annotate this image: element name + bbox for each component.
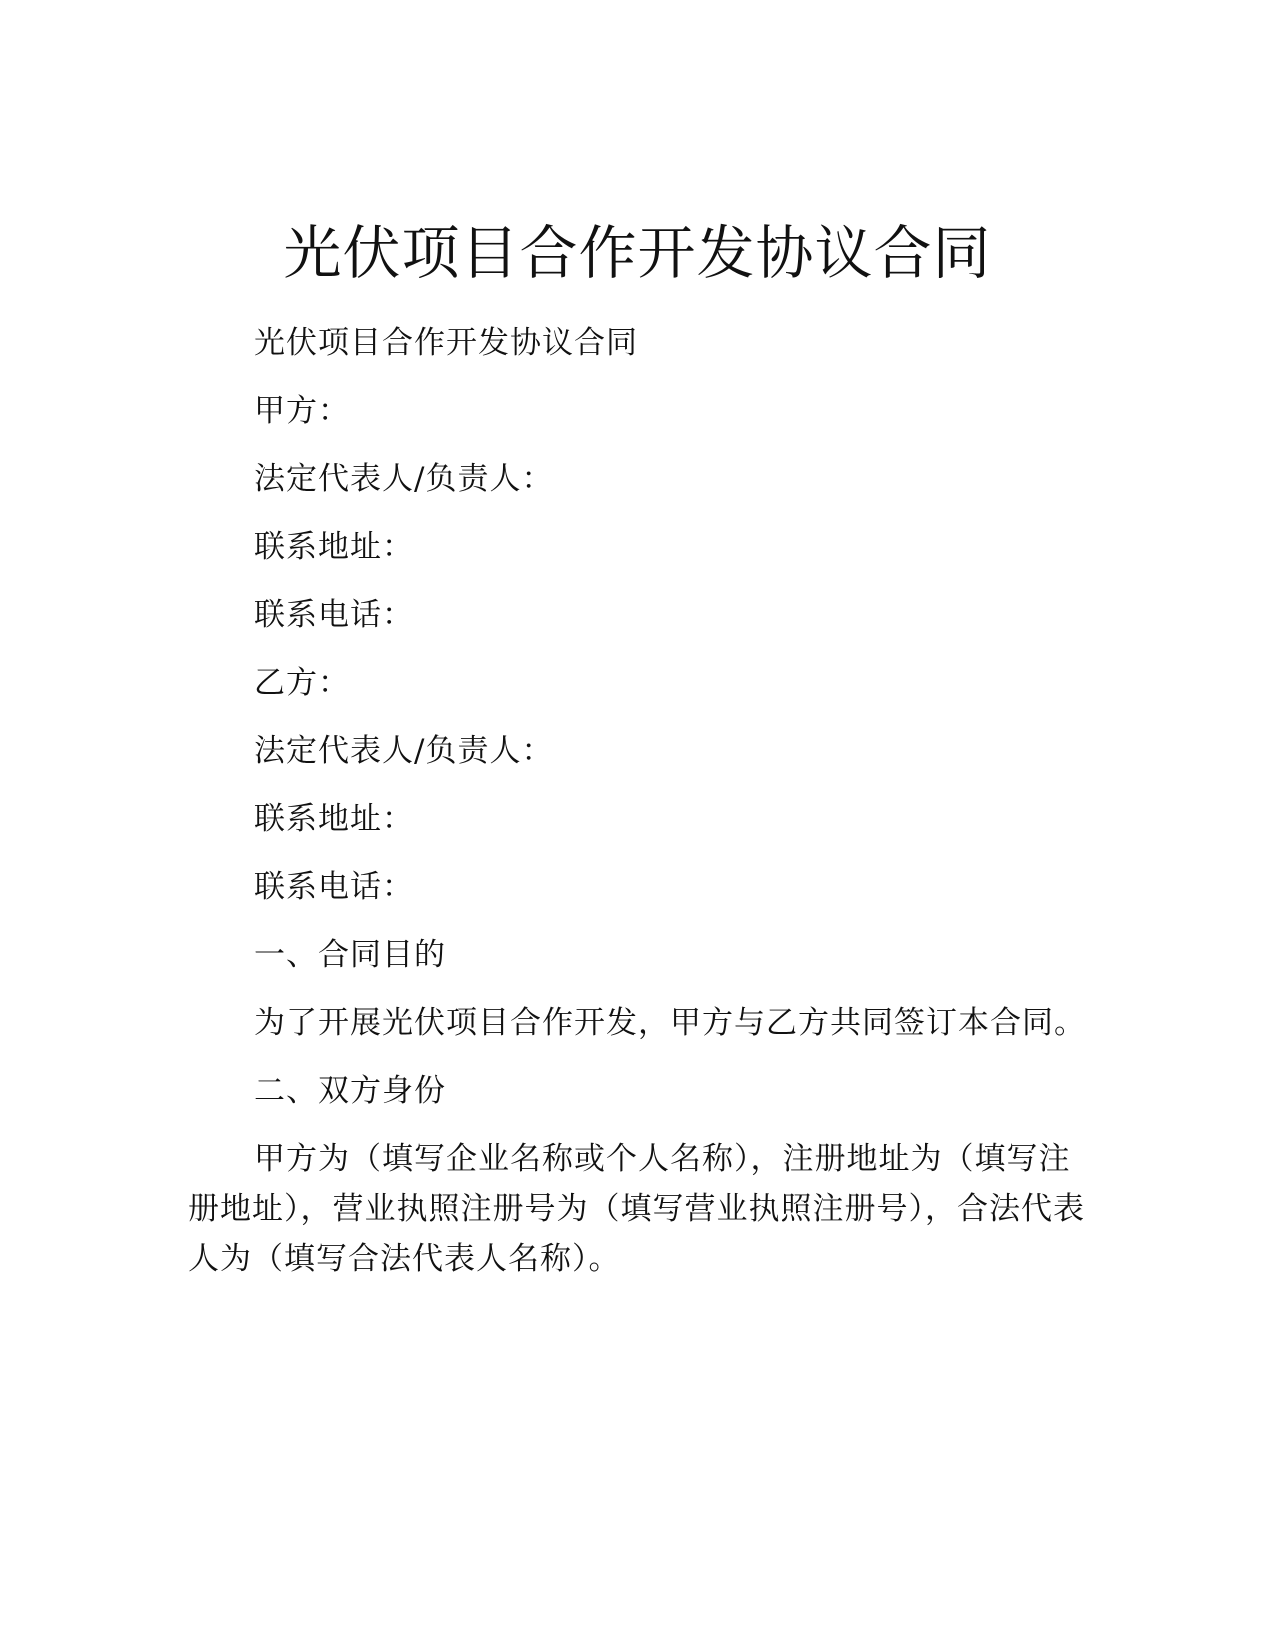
document-body xyxy=(188,318,1088,1302)
party-a-phone: 联系电话： xyxy=(254,597,414,633)
party-b-label: 乙方： xyxy=(254,665,350,701)
party-b-address: 联系地址： xyxy=(254,801,414,837)
identity-paragraph: 甲方为（填写企业名称或个人名称），注册地址为（填写注册地址），营业执照注册号为（填写营业执照注册号），合法代表人为（填写合法代表人名称）。 xyxy=(188,1141,1085,1277)
document-title: 光伏项目合作开发协议合同 xyxy=(283,219,992,287)
section-heading-purpose: 一、合同目的 xyxy=(254,937,446,973)
party-a-address: 联系地址： xyxy=(254,529,414,565)
section-heading-identity: 二、双方身份 xyxy=(254,1073,446,1109)
party-a-label: 甲方： xyxy=(254,393,350,429)
subtitle-paragraph: 光伏项目合作开发协议合同 xyxy=(254,325,638,361)
party-b-phone: 联系电话： xyxy=(254,869,414,905)
party-a-representative: 法定代表人/负责人： xyxy=(254,461,554,497)
purpose-paragraph: 为了开展光伏项目合作开发，甲方与乙方共同签订本合同。 xyxy=(254,1005,1086,1041)
party-b-representative: 法定代表人/负责人： xyxy=(254,733,554,769)
